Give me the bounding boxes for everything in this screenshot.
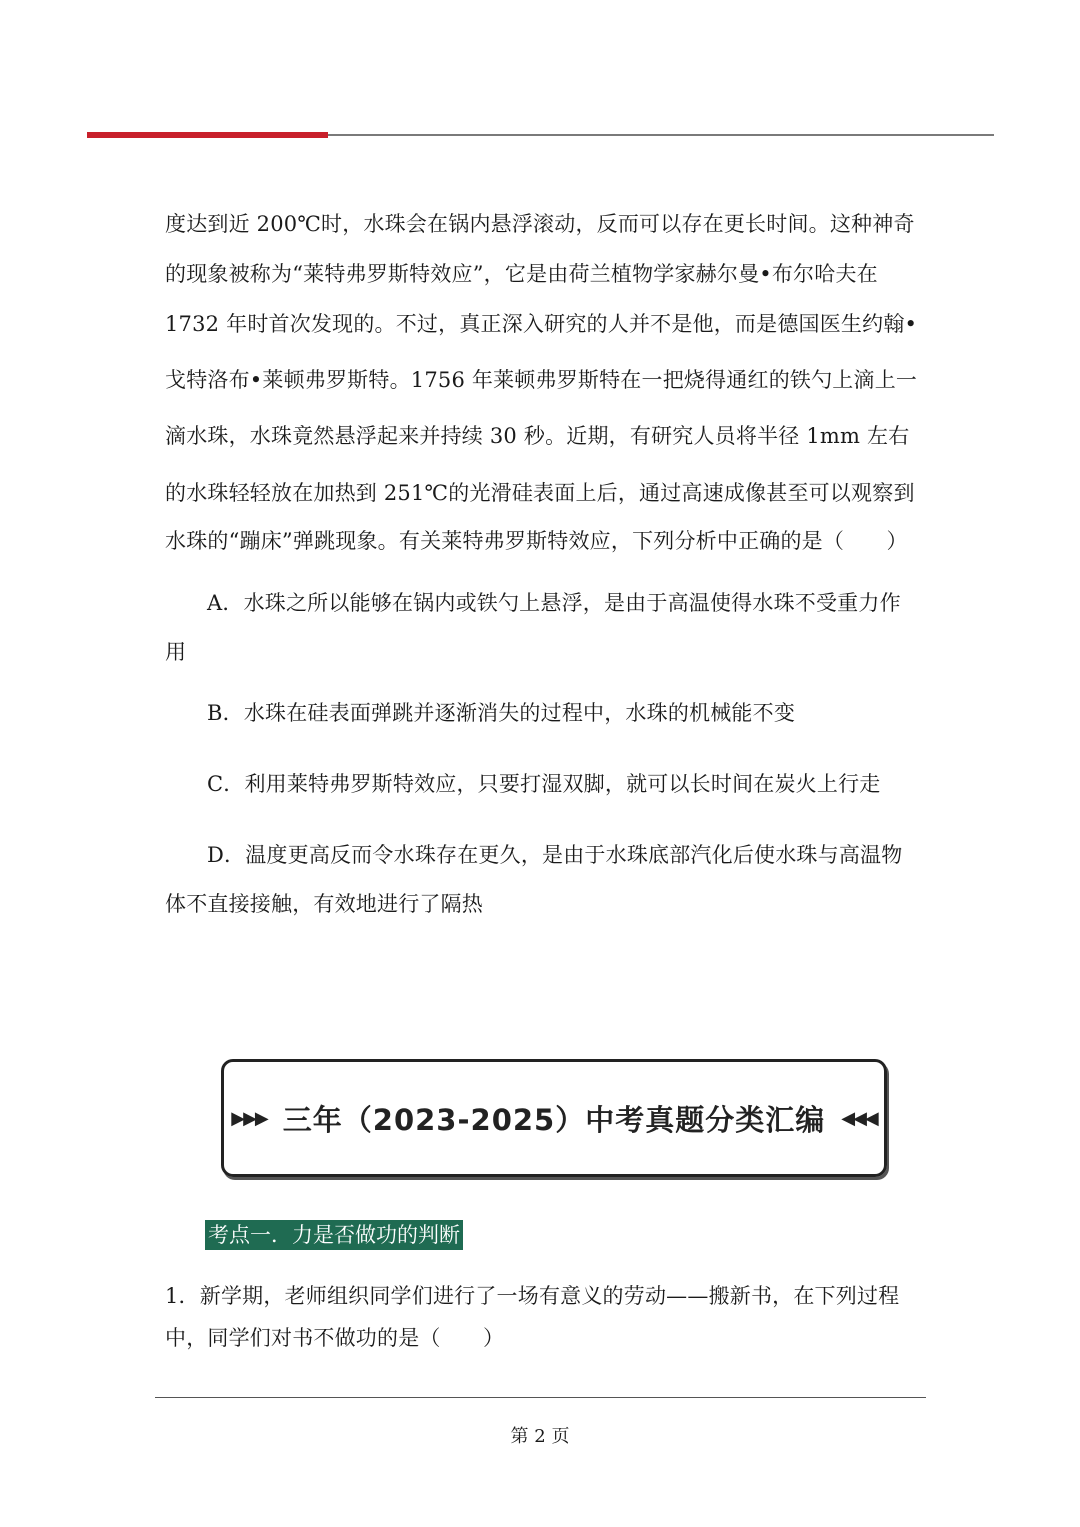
option-b: B．水珠在硅表面弹跳并逐渐消失的过程中，水珠的机械能不变 <box>207 701 796 725</box>
topic-label: 考点一．力是否做功的判断 <box>205 1220 463 1250</box>
banner-title: 三年（2023-2025）中考真题分类汇编 <box>282 1102 826 1137</box>
option-d-continued: 体不直接接触，有效地进行了隔热 <box>165 892 483 916</box>
passage-line: 1732 年时首次发现的。不过，真正深入研究的人并不是他，而是德国医生约翰• <box>165 312 918 336</box>
passage-line: 的水珠轻轻放在加热到 251℃的光滑硅表面上后，通过高速成像甚至可以观察到 <box>165 481 915 505</box>
page-number: 第 2 页 <box>510 1426 570 1447</box>
footer-rule <box>155 1397 926 1398</box>
passage-line: 水珠的“蹦床”弹跳现象。有关莱特弗罗斯特效应，下列分析中正确的是（ ） <box>165 529 908 553</box>
header-accent-rule <box>87 132 328 138</box>
passage-line: 度达到近 200℃时，水珠会在锅内悬浮滚动，反而可以存在更长时间。这种神奇 <box>165 212 915 236</box>
passage-line: 滴水珠，水珠竟然悬浮起来并持续 30 秒。近期，有研究人员将半径 1mm 左右 <box>165 424 910 448</box>
left-triangles-icon: ◀◀◀ <box>841 1107 877 1129</box>
option-d: D．温度更高反而令水珠存在更久，是由于水珠底部汽化后使水珠与高温物 <box>207 843 903 867</box>
section-banner <box>221 1059 887 1177</box>
option-a: A．水珠之所以能够在锅内或铁勺上悬浮，是由于高温使得水珠不受重力作 <box>207 591 901 615</box>
header-rule <box>328 134 994 136</box>
option-a-continued: 用 <box>165 640 187 664</box>
right-triangles-icon: ▶▶▶ <box>231 1107 267 1129</box>
option-c: C．利用莱特弗罗斯特效应，只要打湿双脚，就可以长时间在炭火上行走 <box>207 772 881 796</box>
question-line: 1．新学期，老师组织同学们进行了一场有意义的劳动——搬新书，在下列过程 <box>165 1284 900 1308</box>
passage-line: 的现象被称为“莱特弗罗斯特效应”，它是由荷兰植物学家赫尔曼•布尔哈夫在 <box>165 262 878 286</box>
question-line: 中，同学们对书不做功的是（ ） <box>165 1326 505 1350</box>
passage-line: 戈特洛布•莱顿弗罗斯特。1756 年莱顿弗罗斯特在一把烧得通红的铁勺上滴上一 <box>165 368 918 392</box>
